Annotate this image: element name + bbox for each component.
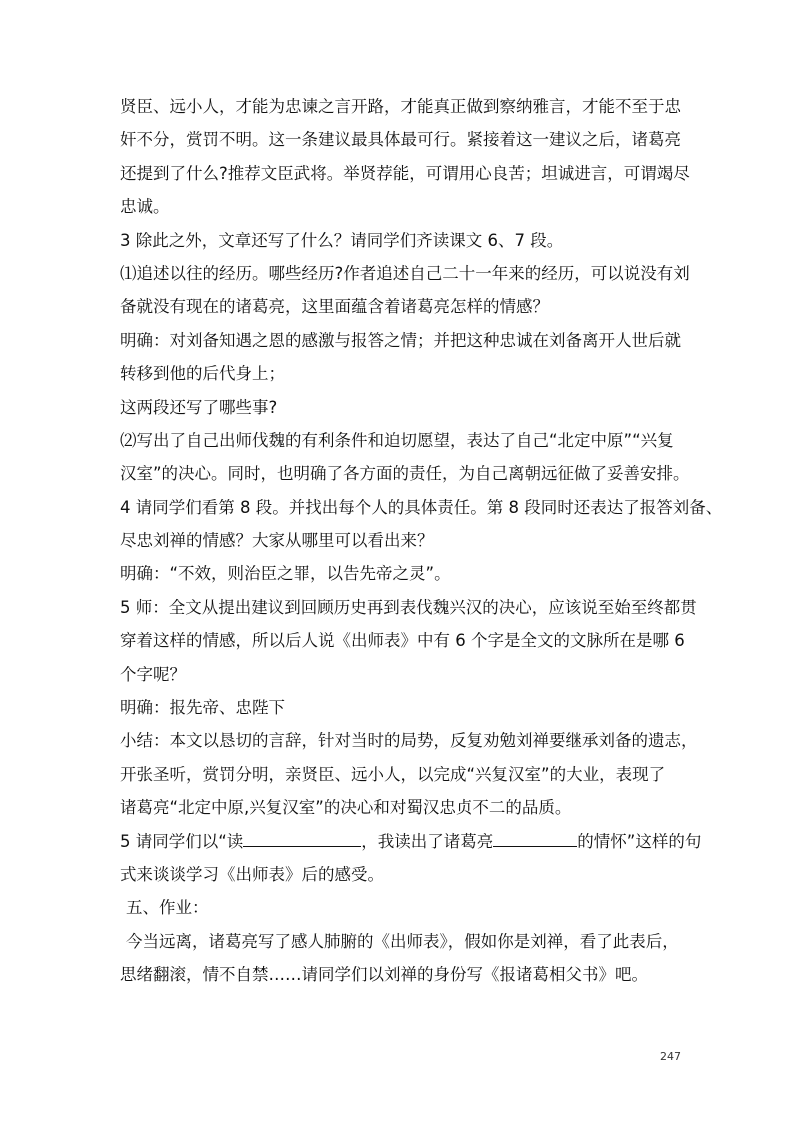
fill-blank-line [120,825,702,858]
text-line: 今当远离，诸葛亮写了感人肺腑的《出师表》，假如你是刘禅，看了此表后， [126,931,679,951]
text-line: 汉室”的决心。同时，也明确了各方面的责任，为自己离朝远征做了妥善安排。 [120,464,690,484]
document-body [120,90,723,992]
fill-blank-text-3: 的情怀”这样的句 [577,831,702,851]
text-line: 4 请同学们看第 8 段。并找出每个人的具体责任。第 8 段同时还表达了报答刘备、 [120,497,723,517]
text-line: ⑵写出了自己出师伐魏的有利条件和迫切愿望，表达了自己“北定中原”“兴复 [120,430,674,450]
text-line: 备就没有现在的诸葛亮，这里面蕴含着诸葛亮怎样的情感？ [120,297,549,317]
text-line: 穿着这样的情感，所以后人说《出师表》中有 6 个字是全文的文脉所在是哪 6 [120,631,685,651]
text-line: 个字呢？ [120,664,186,684]
text-line: 明确：报先帝、忠陛下 [120,698,285,718]
text-line: 尽忠刘禅的情感？大家从哪里可以看出来？ [120,531,434,551]
text-line: 明确：“不效，则治臣之罪，以告先帝之灵”。 [120,564,451,584]
fill-blank-text-2: ，我读出了诸葛亮 [361,831,494,851]
text-line: 转移到他的后代身上； [120,364,285,384]
text-line: 诸葛亮“北定中原,兴复汉室”的决心和对蜀汉忠贞不二的品质。 [120,798,572,818]
text-line: 忠诚。 [120,197,170,217]
text-line: ⑴追述以往的经历。哪些经历?作者追述自己二十一年来的经历，可以说没有刘 [120,263,690,283]
text-line: 5 师：全文从提出建议到回顾历史再到表伐魏兴汉的决心，应该说至始至终都贯 [120,597,697,617]
text-line: 这两段还写了哪些事? [120,397,278,417]
text-line: 奸不分，赏罚不明。这一条建议最具体最可行。紧接着这一建议之后，诸葛亮 [120,130,681,150]
text-line: 还提到了什么?推荐文臣武将。举贤荐能，可谓用心良苦；坦诚进言，可谓竭尽 [120,163,690,183]
text-line: 思绪翻滚，情不自禁……请同学们以刘禅的身份写《报诸葛相父书》吧。 [120,965,648,985]
section-heading: 五、作业： [126,898,209,918]
text-line: 贤臣、远小人，才能为忠谏之言开路，才能真正做到察纳雅言，才能不至于忠 [120,97,681,116]
text-line: 式来谈谈学习《出师表》后的感受。 [120,864,384,884]
text-line: 3 除此之外，文章还写了什么？请同学们齐读课文 6、7 段。 [120,230,564,250]
blank-underline [493,828,577,847]
blank-underline [243,828,361,847]
text-line: 明确：对刘备知遇之恩的感激与报答之情；并把这种忠诚在刘备离开人世后就 [120,330,681,350]
text-line: 开张圣听，赏罚分明，亲贤臣、远小人，以完成“兴复汉室”的大业，表现了 [120,764,666,784]
text-line: 小结：本文以恳切的言辞，针对当时的局势，反复劝勉刘禅要继承刘备的遗志， [120,731,698,751]
fill-blank-text-1: 5 请同学们以“读 [120,831,244,851]
page-number: 247 [660,1050,681,1063]
